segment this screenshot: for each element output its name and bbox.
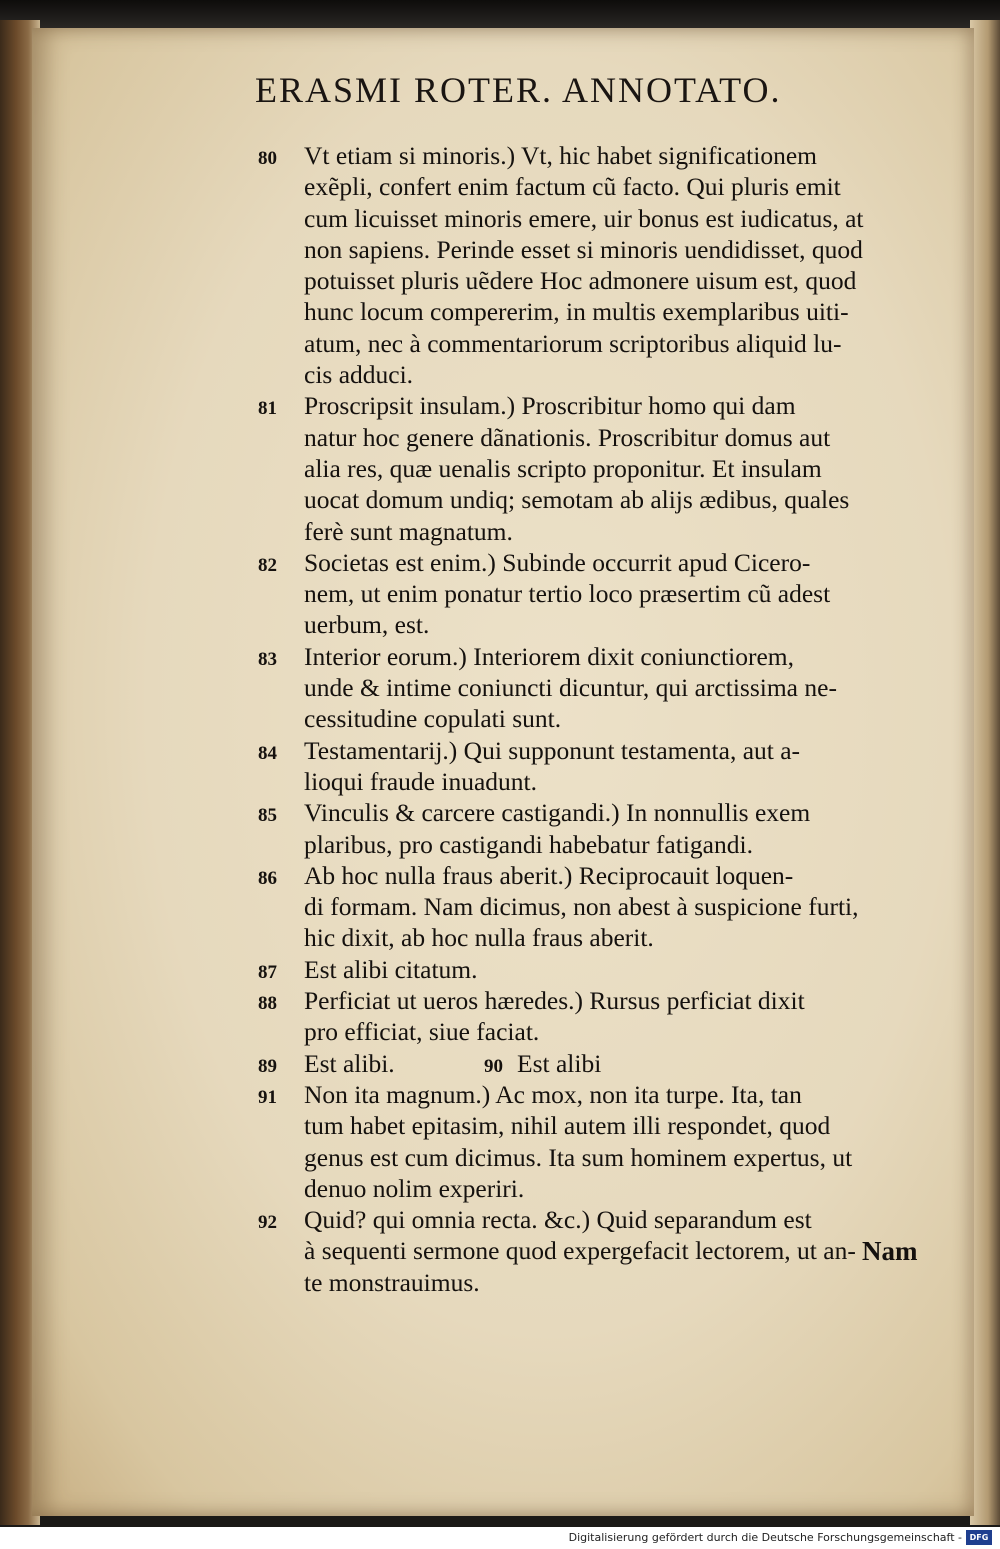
note-text: potuisset pluris uẽdere Hoc admonere uisum est, quod: [304, 266, 857, 296]
note-text: unde & intime coniuncti dicuntur, qui arctissima ne-: [304, 673, 837, 703]
text-line: [258, 484, 930, 515]
scan-top-edge: [0, 0, 1000, 28]
text-line: [258, 422, 930, 453]
note-text: nem, ut enim ponatur tertio loco præsertim cũ adest: [304, 579, 831, 609]
text-line: [258, 390, 930, 421]
text-line: [258, 1173, 930, 1204]
text-line: [258, 1048, 930, 1079]
text-line: [258, 359, 930, 390]
text-line: [258, 265, 930, 296]
text-line: [258, 891, 930, 922]
note-number: 83: [258, 648, 277, 670]
note-text: plaribus, pro castigandi habebatur fatigandi.: [304, 829, 753, 859]
note-text: Vinculis & carcere castigandi.) In nonnullis exem: [304, 798, 811, 828]
note-text: Vt etiam si minoris.) Vt, hic habet significationem: [304, 141, 817, 170]
text-line: [258, 296, 930, 327]
note-number: 85: [258, 805, 277, 827]
note-text: Ab hoc nulla fraus aberit.) Reciprocauit loquen-: [304, 860, 794, 890]
note-text: cessitudine copulati sunt.: [304, 704, 562, 734]
note-text: natur hoc genere dãnationis. Proscribitur domus aut: [304, 422, 831, 452]
text-line: [258, 234, 930, 265]
note-number: 86: [258, 867, 277, 889]
note-text: tum habet epitasim, nihil autem illi respondet, quod: [304, 1111, 831, 1141]
note-number: 80: [258, 148, 277, 169]
note-text: Non ita magnum.) Ac mox, non ita turpe. Ita, tan: [304, 1079, 802, 1109]
note-number: 88: [258, 993, 277, 1015]
catchword: Nam: [862, 1236, 918, 1266]
note-text: di formam. Nam dicimus, non abest à suspicione furti,: [304, 892, 859, 922]
text-line: [258, 1267, 930, 1298]
page-fore-edge: [970, 20, 1000, 1525]
text-line: [258, 140, 930, 171]
annotation-text: [258, 140, 930, 1298]
text-line: [258, 1016, 930, 1047]
running-head: ERASMI ROTER. ANNOTATO.: [255, 70, 782, 110]
note-text: cum licuisset minoris emere, uir bonus est iudicatus, at: [304, 203, 864, 233]
text-line: [258, 672, 930, 703]
note-text: Proscripsit insulam.) Proscribitur homo qui dam: [304, 391, 796, 421]
text-line: [258, 985, 930, 1016]
text-line: [258, 641, 930, 672]
dfg-logo: DFG: [966, 1530, 992, 1545]
footer-bar: [0, 1527, 1000, 1549]
text-line: [258, 860, 930, 891]
text-line: [258, 578, 930, 609]
note-text: te monstrauimus.: [304, 1267, 480, 1297]
text-line: [258, 547, 930, 578]
note-text: Testamentarij.) Qui supponunt testamenta, aut a-: [304, 735, 801, 765]
note-text: genus est cum dicimus. Ita sum hominem expertus, ut: [304, 1142, 853, 1172]
note-text: alia res, quæ uenalis scripto proponitur. Et insulam: [304, 453, 822, 483]
note-text: hic dixit, ab hoc nulla fraus aberit.: [304, 923, 654, 953]
note-number: 81: [258, 398, 277, 420]
note-text: Interior eorum.) Interiorem dixit coniunctiorem,: [304, 641, 795, 671]
note-text: Est alibi.: [304, 1048, 395, 1078]
note-number: 84: [258, 742, 277, 764]
text-line: [258, 609, 930, 640]
note-text: cis adduci.: [304, 360, 414, 390]
note-text: non sapiens. Perinde esset si minoris uendidisset, quod: [304, 234, 863, 264]
note-text: uerbum, est.: [304, 610, 430, 640]
note-number: 92: [258, 1212, 277, 1234]
note-text: Societas est enim.) Subinde occurrit apud Cicero-: [304, 547, 811, 577]
text-line: [258, 171, 930, 202]
note-text: Est alibi citatum.: [304, 954, 478, 984]
note-number: 89: [258, 1055, 277, 1077]
text-line: [258, 1079, 930, 1110]
text-line: [258, 1142, 930, 1173]
note-text: Perficiat ut ueros hæredes.) Rursus perficiat dixit: [304, 986, 805, 1016]
footer-credit: Digitalisierung gefördert durch die Deutsche Forschungsgemeinschaft -: [568, 1531, 962, 1544]
text-line: [258, 1235, 930, 1266]
note-text: Quid? qui omnia recta. &c.) Quid separandum est: [304, 1205, 812, 1235]
note-text: denuo nolim experiri.: [304, 1173, 525, 1203]
text-line: [258, 328, 930, 359]
note-number: 90: [484, 1055, 503, 1077]
note-text: atum, nec à commentariorum scriptoribus aliquid lu-: [304, 328, 842, 358]
note-text: lioqui fraude inuadunt.: [304, 766, 537, 796]
note-number: 91: [258, 1086, 277, 1108]
note-text: uocat domum undiq; semotam ab alijs ædibus, quales: [304, 485, 850, 515]
note-number: 87: [258, 961, 277, 983]
text-line: [258, 922, 930, 953]
note-text: ferè sunt magnatum.: [304, 516, 513, 546]
note-text: Est alibi: [517, 1048, 602, 1078]
text-line: [258, 516, 930, 547]
note-text: pro efficiat, siue faciat.: [304, 1017, 540, 1047]
note-number: 82: [258, 554, 277, 576]
note-text: hunc locum compererim, in multis exemplaribus uiti-: [304, 297, 849, 327]
text-line: [258, 203, 930, 234]
text-line: [258, 1110, 930, 1141]
text-line: [258, 829, 930, 860]
note-text: exẽpli, confert enim factum cũ facto. Qui pluris emit: [304, 172, 841, 202]
text-line: [258, 1204, 930, 1235]
text-line: [258, 453, 930, 484]
note-text: à sequenti sermone quod expergefacit lectorem, ut an-: [304, 1236, 856, 1266]
text-line: [258, 954, 930, 985]
text-line: [258, 735, 930, 766]
text-line: [258, 703, 930, 734]
text-line: [258, 766, 930, 797]
text-line: [258, 797, 930, 828]
